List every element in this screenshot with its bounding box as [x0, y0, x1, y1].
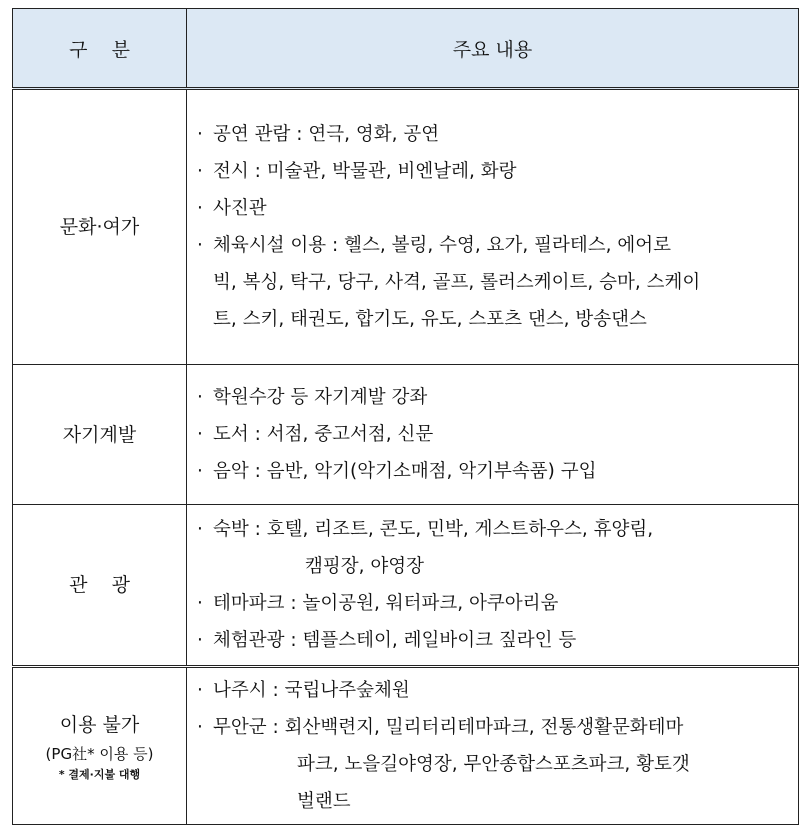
bullet: · [197, 680, 203, 701]
bullet: · [197, 461, 203, 482]
list-item [187, 622, 798, 659]
item-text: 음악 : 음반, 악기(악기소매점, 악기부속품) 구입 [213, 461, 597, 482]
list-item [187, 453, 798, 490]
item-text: 도서 : 서점, 중고서점, 신문 [213, 424, 434, 445]
table-row [13, 505, 799, 667]
list-item [187, 709, 798, 820]
item-text: 테마파크 : 놀이공원, 워터파크, 아쿠아리움 [213, 593, 559, 614]
category-cell [13, 89, 187, 365]
list-item [187, 227, 798, 338]
item-text-multiline [213, 709, 798, 820]
list-item [187, 153, 798, 190]
category-note: * 결제·지불 대행 [58, 768, 141, 781]
item-text: 전시 : 미술관, 박물관, 비엔날레, 화랑 [213, 161, 517, 182]
item-line: 캠핑장, 야영장 [305, 556, 424, 577]
content-cell [187, 505, 799, 667]
bullet: · [197, 424, 203, 445]
item-text-multiline [213, 511, 798, 585]
content-cell [187, 365, 799, 505]
item-line: 체육시설 이용 : 헬스, 볼링, 수영, 요가, 필라테스, 에어로 [213, 235, 671, 256]
category-sub-label: (PG社* 이용 등) [45, 745, 154, 763]
table-header-row [13, 9, 799, 89]
bullet: · [197, 198, 203, 219]
table-row [13, 667, 799, 825]
category-label: 이용 불가 [59, 714, 140, 736]
list-item [187, 511, 798, 585]
bullet: · [197, 519, 203, 540]
list-item [187, 190, 798, 227]
header-category: 구 분 [13, 9, 187, 89]
item-line: 무안군 : 회산백련지, 밀리터리테마파크, 전통생활문화테마 [213, 717, 684, 738]
list-item [187, 416, 798, 453]
info-table [12, 8, 799, 825]
category-label: 자기계발 [62, 423, 137, 446]
item-text: 사진관 [213, 198, 267, 219]
item-text: 나주시 : 국립나주숲체원 [213, 680, 410, 701]
item-text: 학원수강 등 자기계발 강좌 [213, 387, 428, 408]
bullet: · [197, 124, 203, 145]
list-item [187, 672, 798, 709]
bullet: · [197, 387, 203, 408]
bullet: · [197, 235, 203, 256]
header-content: 주요 내용 [187, 9, 799, 89]
list-item [187, 116, 798, 153]
category-label: 문화·여가 [59, 216, 140, 238]
bullet: · [197, 161, 203, 182]
list-item [187, 585, 798, 622]
item-line: 파크, 노을길야영장, 무안종합스포츠파크, 황토갯 [297, 754, 690, 775]
item-line: 빅, 복싱, 탁구, 당구, 사격, 골프, 롤러스케이트, 승마, 스케이 [213, 272, 701, 293]
category-cell [13, 667, 187, 825]
bullet: · [197, 593, 203, 614]
content-cell [187, 89, 799, 365]
item-line: 트, 스키, 태권도, 합기도, 유도, 스포츠 댄스, 방송댄스 [213, 309, 647, 330]
content-cell [187, 667, 799, 825]
item-line: 벌랜드 [297, 791, 351, 812]
list-item [187, 379, 798, 416]
item-text: 체험관광 : 템플스테이, 레일바이크 짚라인 등 [213, 630, 577, 651]
item-line: 숙박 : 호텔, 리조트, 콘도, 민박, 게스트하우스, 휴양림, [213, 519, 654, 540]
category-cell [13, 505, 187, 667]
bullet: · [197, 630, 203, 651]
item-text: 공연 관람 : 연극, 영화, 공연 [213, 124, 440, 145]
item-text-multiline [213, 227, 798, 338]
category-label: 관 광 [69, 574, 130, 596]
table-row [13, 365, 799, 505]
category-cell [13, 365, 187, 505]
table-row [13, 89, 799, 365]
bullet: · [197, 717, 203, 738]
